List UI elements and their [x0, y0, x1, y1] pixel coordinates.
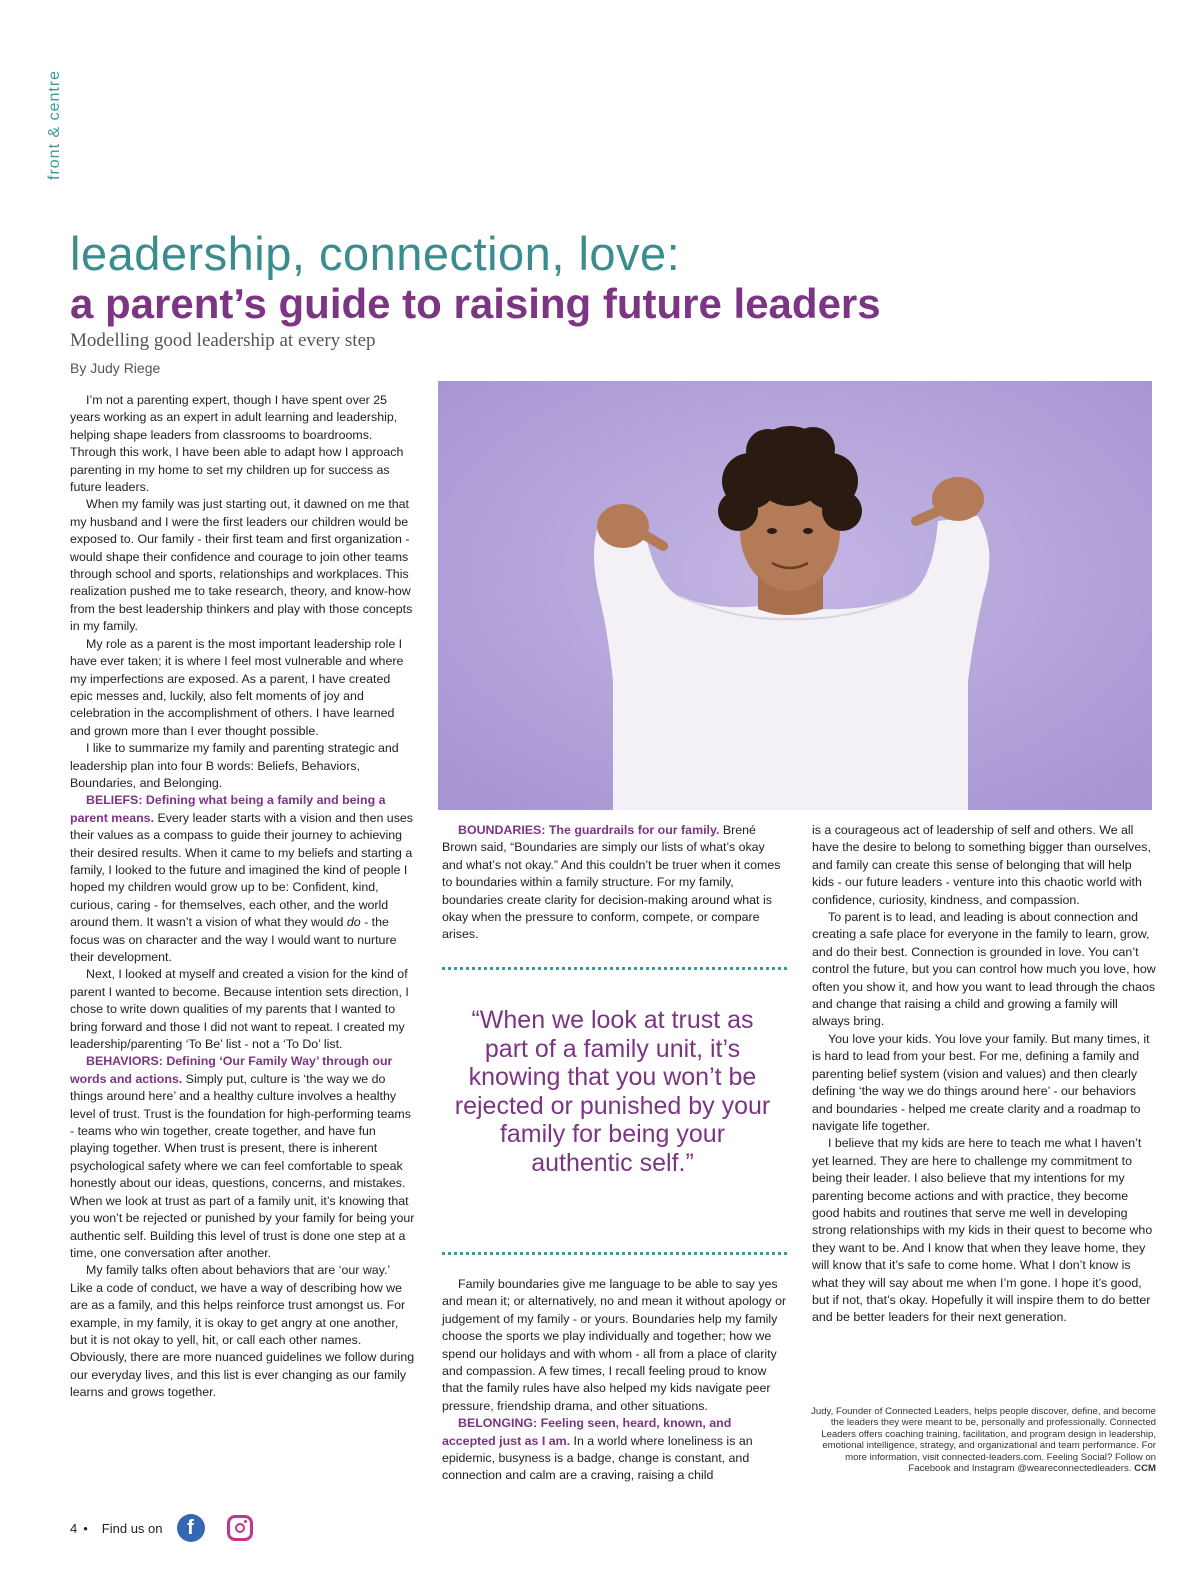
- belonging-text: In a world where loneliness is an epidemic, busyness is a badge, change is constant, and connection and calm are a craving, raising a child: [442, 1433, 753, 1483]
- beliefs-emphasis: do: [346, 915, 361, 930]
- paragraph: You love your kids. You love your family. But many times, it is hard to lead from your best. For me, defining a family and parenting belief system (vision and values) and then clearly defining ‘the way we do things around here’ - our behaviors and boundaries - helped me create clarity and a roadmap to navigate life together.: [812, 1031, 1150, 1133]
- page-footer: [70, 1513, 253, 1543]
- beliefs-heading: BELIEFS: Defining what being a family and being a parent means.: [70, 793, 386, 825]
- behaviors-paragraph: [70, 1053, 415, 1262]
- paragraph: When my family was just starting out, it dawned on me that my husband and I were the first leaders our children would be exposed to. Our family - their first team and first organization - would shape their confidence and courage to join other teams through school and sports, relationships and workplaces. This realization pushed me to take research, theory, and know-how from the best leadership thinkers and play with those concepts in my family.: [70, 497, 413, 634]
- belonging-paragraph: [442, 1415, 787, 1485]
- paragraph: is a courageous act of leadership of self and others. We all have the desire to belong to something bigger than ourselves, and family can create this sense of belonging that will help kids - our future leaders - venture into this chaotic world with confidence, curiosity, kindness, and compassion.: [812, 823, 1151, 907]
- title-line-2: a parent’s guide to raising future leaders: [70, 280, 881, 327]
- article-column-1: [70, 392, 415, 1402]
- hero-photo: [438, 381, 1152, 810]
- article-column-2: [442, 822, 787, 944]
- belonging-heading: BELONGING: Feeling seen, heard, known, and accepted just as I am.: [442, 1416, 732, 1448]
- behaviors-heading: BEHAVIORS: Defining ‘Our Family Way’ through our words and actions.: [70, 1054, 393, 1086]
- paragraph: I believe that my kids are here to teach me what I haven’t yet learned. They are here to challenge my commitment to being their leader. I also believe that my intentions for my parenting become actions and with practice, they become good habits and routines that serve me well in developing strong relationships with my kids in their quest to become who they want to be. And I know that when they leave home, they will know that it’s safe to come home. What I don’t know is what they will say about me when I’m gone. I hope it’s good, but if not, that’s okay. Hopefully it will inspire them to do better and be better leaders for their next generation.: [812, 1136, 1153, 1325]
- behaviors-text: Simply put, culture is ‘the way we do things around here’ and a healthy culture involves a healthy level of trust. Trust is the foundation for high-performing teams - teams who win together, create together, and have fun playing together. When trust is present, there is inherent psychological safety where we can feel comfortable to speak honestly about our ideas, questions, concerns, and mistakes. When we look at trust as part of a family unit, it’s knowing that you won’t be rejected or punished by your family for being your authentic self. Building this level of trust is done one step at a time, one conversation after another.: [70, 1071, 415, 1260]
- article-column-2-continued: [442, 1276, 787, 1485]
- paragraph: I’m not a parenting expert, though I have spent over 25 years working as an expert in adult learning and leadership, helping shape leaders from classrooms to boardrooms. Through this work, I have been able to adapt how I approach parenting in my home to set my children up for success as future leaders.: [70, 393, 404, 495]
- author-bio: [810, 1406, 1156, 1474]
- find-us-label: Find us on: [101, 1520, 163, 1536]
- author-bio-text: Judy, Founder of Connected Leaders, helps people discover, define, and become the leaders they were meant to be, personally and professionally. Connected Leaders offers coaching training, facilitation, and program design in leadership, emotional intelligence, strategy, and organizational and team performance. For more information, visit connected-leaders.com. Feeling Social? Follow on Facebook and Instagram @weareconnectedleaders.: [811, 1406, 1156, 1475]
- end-mark: CCM: [1134, 1463, 1156, 1475]
- boundaries-heading: BOUNDARIES: The guardrails for our family.: [458, 823, 720, 837]
- pull-quote: “When we look at trust as part of a family unit, it’s knowing that you won’t be rejected or punished by your family for being your authentic self.”: [454, 1006, 771, 1177]
- paragraph: To parent is to lead, and leading is about connection and creating a safe place for everyone in the family to learn, grow, and do their best. Connection is grounded in love. You can’t control the future, but you can control how much you love, how often you show it, and how you want to lead through the chaos and change that raising a child and growing a family will always bring.: [812, 910, 1156, 1029]
- footer-bullet: •: [83, 1520, 88, 1536]
- title-line-1: leadership, connection, love:: [70, 227, 681, 280]
- paragraph: I like to summarize my family and parenting strategic and leadership plan into four B words: Beliefs, Behaviors, Boundaries, and Belonging.: [70, 741, 399, 790]
- divider-top: [442, 967, 787, 970]
- instagram-icon[interactable]: [227, 1515, 253, 1541]
- boundaries-paragraph: [442, 822, 787, 944]
- beliefs-text: Every leader starts with a vision and then uses their values as a compass to guide their journey to achieving their desired results. When it came to my beliefs and starting a family, I looked to the future and imagined the kind of people I hoped my children would grow up to be: Confident, kind, curious, caring - for themselves, each other, and the world around them. It wasn’t a vision of what they would: [70, 810, 413, 930]
- beliefs-paragraph: [70, 792, 415, 966]
- page-number: 4: [70, 1520, 78, 1536]
- section-tag: [38, 50, 78, 190]
- beliefs-text-end: - the focus was on character and the way I would want to nurture their development.: [70, 915, 397, 964]
- byline: By Judy Riege: [70, 360, 161, 376]
- child-pointing-illustration: [438, 381, 1152, 810]
- boundaries-text: Brené Brown said, “Boundaries are simply our lists of what’s okay and what’s not okay.” And this couldn’t be truer when it comes to boundaries within a family structure. For my family, boundaries create clarity for decision-making around what is okay when the pressure to conform, compete, or compare arises.: [442, 823, 781, 942]
- paragraph: My role as a parent is the most important leadership role I have ever taken; it is where I feel most vulnerable and where my imperfections are exposed. As a parent, I have created epic messes and, luckily, also felt moments of joy and celebration in the accomplishment of others. I have learned and grown more than I ever thought possible.: [70, 636, 404, 738]
- facebook-icon[interactable]: f: [177, 1514, 205, 1542]
- paragraph: Next, I looked at myself and created a vision for the kind of parent I wanted to become. Because intention sets direction, I chose to write down qualities of my parents that I wanted to bring forward and those I did not want to repeat. I created my leadership/parenting ‘To Be’ list - not a ‘To Do’ list.: [70, 967, 409, 1052]
- divider-bottom: [442, 1252, 787, 1255]
- section-tag-label: front & centre: [46, 69, 63, 180]
- article-column-3: [812, 822, 1157, 1327]
- paragraph: My family talks often about behaviors that are ‘our way.’ Like a code of conduct, we have a way of describing how we are as a family, and this helps reinforce trust amongst us. For example, in my family, it is okay to get angry at one another, but it is not okay to yell, hit, or call each other names. Obviously, there are more nuanced guidelines we follow during our everyday lives, and this list is ever changing as our family learns and grows together.: [70, 1263, 415, 1400]
- paragraph: Family boundaries give me language to be able to say yes and mean it; or alternatively, no and mean it without apology or judgement of my family - or yours. Boundaries help my family choose the sports we play individually and together; how we spend our holidays and with whom - all from a place of clarity and compassion. A few times, I recall feeling proud to know that the family rules have also helped my kids navigate peer pressure, friendship drama, and other situations.: [442, 1277, 787, 1413]
- subtitle: Modelling good leadership at every step: [70, 330, 376, 351]
